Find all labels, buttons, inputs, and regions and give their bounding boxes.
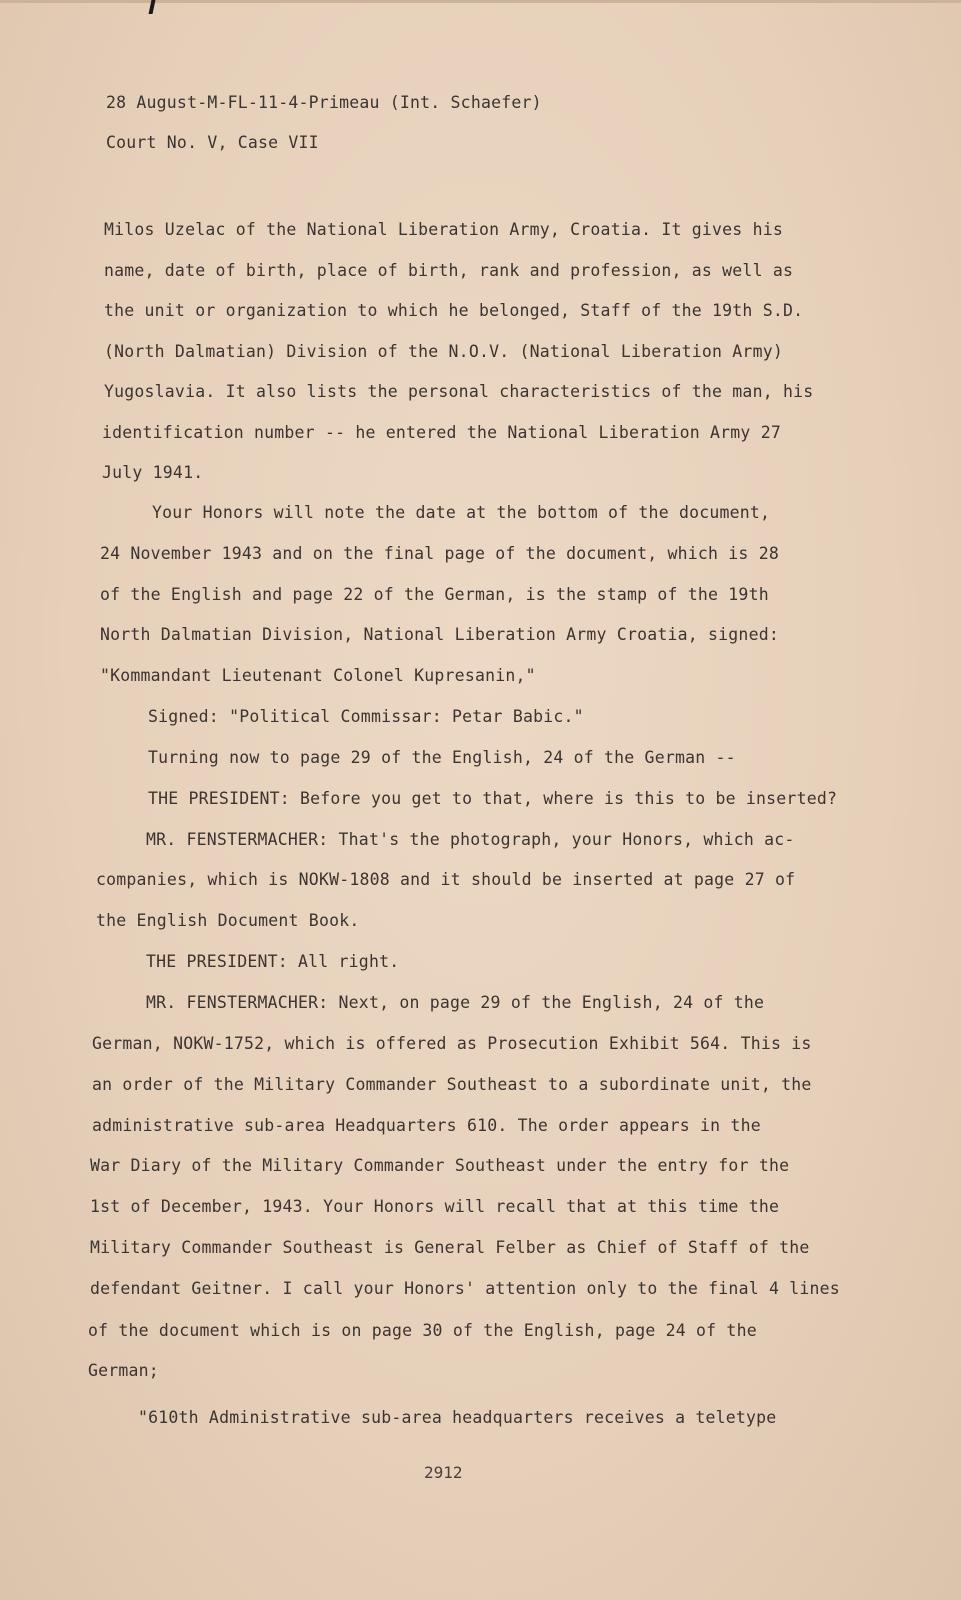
- text-line: 1st of December, 1943. Your Honors will recall that at this time the: [90, 1197, 780, 1216]
- text-line: Yugoslavia. It also lists the personal characteristics of the man, his: [104, 382, 814, 401]
- text-line: MR. FENSTERMACHER: That's the photograph, your Honors, which ac-: [146, 830, 795, 849]
- header-court: Court No. V, Case VII: [106, 133, 319, 152]
- text-line: (North Dalmatian) Division of the N.O.V. (National Liberation Army): [104, 342, 783, 361]
- text-line: identification number -- he entered the National Liberation Army 27: [102, 423, 781, 442]
- text-line: North Dalmatian Division, National Liberation Army Croatia, signed:: [100, 625, 779, 644]
- text-line: Signed: "Political Commissar: Petar Babic.": [148, 707, 584, 726]
- text-line: Turning now to page 29 of the English, 24 of the German --: [148, 748, 736, 767]
- page-number: 2912: [424, 1463, 463, 1482]
- text-line: "610th Administrative sub-area headquarters receives a teletype: [138, 1408, 777, 1427]
- text-line: of the English and page 22 of the German, is the stamp of the 19th: [100, 585, 769, 604]
- text-line: name, date of birth, place of birth, rank and profession, as well as: [104, 261, 794, 280]
- text-line: THE PRESIDENT: Before you get to that, where is this to be inserted?: [148, 789, 838, 808]
- text-line: the English Document Book.: [96, 911, 360, 930]
- text-line: July 1941.: [102, 463, 204, 482]
- text-line: companies, which is NOKW-1808 and it should be inserted at page 27 of: [96, 870, 796, 889]
- text-line: "Kommandant Lieutenant Colonel Kupresanin,": [100, 666, 536, 685]
- text-line: of the document which is on page 30 of the English, page 24 of the: [88, 1321, 757, 1340]
- text-line: THE PRESIDENT: All right.: [146, 952, 400, 971]
- text-line: 24 November 1943 and on the final page of the document, which is 28: [100, 544, 779, 563]
- header-reference: 28 August-M-FL-11-4-Primeau (Int. Schaefer): [106, 93, 542, 112]
- text-line: MR. FENSTERMACHER: Next, on page 29 of the English, 24 of the: [146, 993, 765, 1012]
- text-line: German, NOKW-1752, which is offered as Prosecution Exhibit 564. This is: [92, 1034, 812, 1053]
- text-line: German;: [88, 1361, 159, 1380]
- text-line: defendant Geitner. I call your Honors' attention only to the final 4 lines: [90, 1279, 840, 1298]
- text-line: administrative sub-area Headquarters 610. The order appears in the: [92, 1116, 761, 1135]
- page-top-edge: [0, 0, 961, 3]
- text-line: the unit or organization to which he belonged, Staff of the 19th S.D.: [104, 301, 804, 320]
- text-line: War Diary of the Military Commander Southeast under the entry for the: [90, 1156, 790, 1175]
- text-line: Your Honors will note the date at the bottom of the document,: [152, 503, 771, 522]
- text-line: an order of the Military Commander Southeast to a subordinate unit, the: [92, 1075, 812, 1094]
- text-line: Milos Uzelac of the National Liberation Army, Croatia. It gives his: [104, 220, 783, 239]
- text-line: Military Commander Southeast is General Felber as Chief of Staff of the: [90, 1238, 810, 1257]
